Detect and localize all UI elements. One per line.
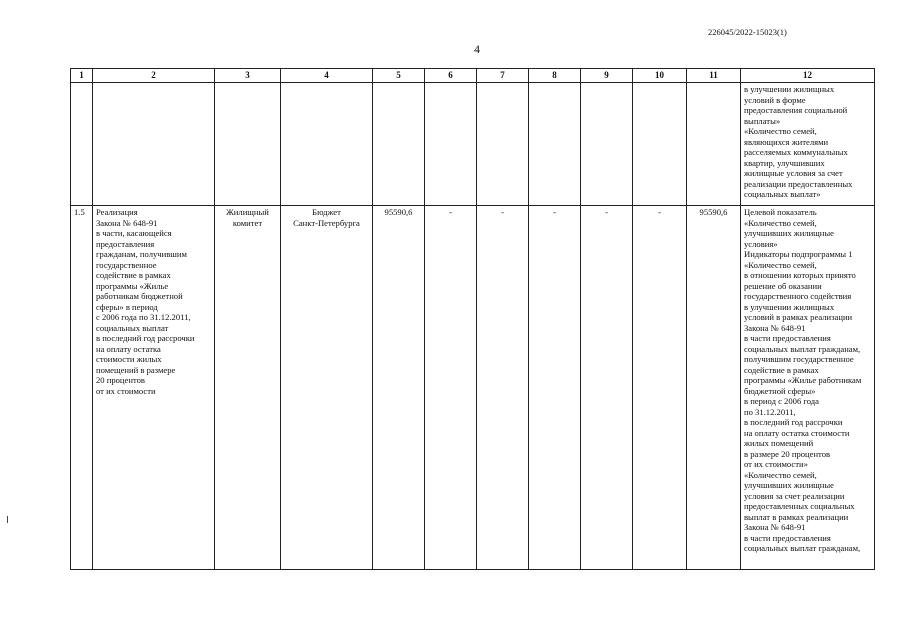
amount-col6: - <box>425 206 477 570</box>
col-header: 3 <box>215 69 281 83</box>
col-header: 1 <box>71 69 93 83</box>
col-header: 5 <box>373 69 425 83</box>
indicator-cell: Целевой показатель «Количество семей, улучшивших жилищные условия» Индикаторы подпрограммы 1 «Количество семей, в отношении которых принято решение об оказании государственного содействия в улучшении жилищных условий в рамках реализации Закона № 648-91 в части предоставления социальных выплат гражданам, получившим государственное содействие в рамках программы «Жилье работникам бюджетной сферы» в период с 2006 года по 31.12.2011, в последний год рассрочки на оплату остатка стоимости жилых помещений в размере 20 процентов от их стоимости» «Количество семей, улучшивших жилищные условия за счет реализации предоставленных социальных выплат в рамках реализации Закона № 648-91 в части предоставления социальных выплат гражданам, <box>741 206 875 570</box>
col-header: 2 <box>93 69 215 83</box>
table-row <box>71 206 875 570</box>
event-description: Реализация Закона № 648-91 в части, касающейся предоставления гражданам, получившим государственное содействие в рамках программы «Жилье работникам бюджетной сферы» в период с 2006 года по 31.12.2011, социальных выплат в последний год рассрочки на оплату остатка стоимости жилых помещений в размере 20 процентов от их стоимости <box>93 206 215 570</box>
document-number: 226045/2022-15023(1) <box>708 27 787 37</box>
column-number-row <box>71 69 875 83</box>
amount-col9: - <box>581 206 633 570</box>
executor: Жилищный комитет <box>215 206 281 570</box>
amount-col10: - <box>633 206 687 570</box>
page-number: 4 <box>474 42 480 56</box>
amount-col7: - <box>477 206 529 570</box>
funding-source: Бюджет Санкт-Петербурга <box>281 206 373 570</box>
row-number: 1.5 <box>71 206 93 570</box>
col-header: 7 <box>477 69 529 83</box>
col-header: 11 <box>687 69 741 83</box>
program-table <box>70 68 875 570</box>
continuation-row <box>71 83 875 206</box>
col-header: 10 <box>633 69 687 83</box>
amount-total: 95590,6 <box>687 206 741 570</box>
indicator-cell: в улучшении жилищных условий в форме предоставления социальной выплаты» «Количество семей, являющихся жителями расселяемых коммунальных квартир, улучшивших жилищные условия за счет реализации предоставленных социальных выплат» <box>741 83 875 206</box>
amount-col8: - <box>529 206 581 570</box>
col-header: 6 <box>425 69 477 83</box>
col-header: 12 <box>741 69 875 83</box>
margin-mark <box>7 516 8 523</box>
col-header: 9 <box>581 69 633 83</box>
amount-col5: 95590,6 <box>373 206 425 570</box>
col-header: 8 <box>529 69 581 83</box>
col-header: 4 <box>281 69 373 83</box>
